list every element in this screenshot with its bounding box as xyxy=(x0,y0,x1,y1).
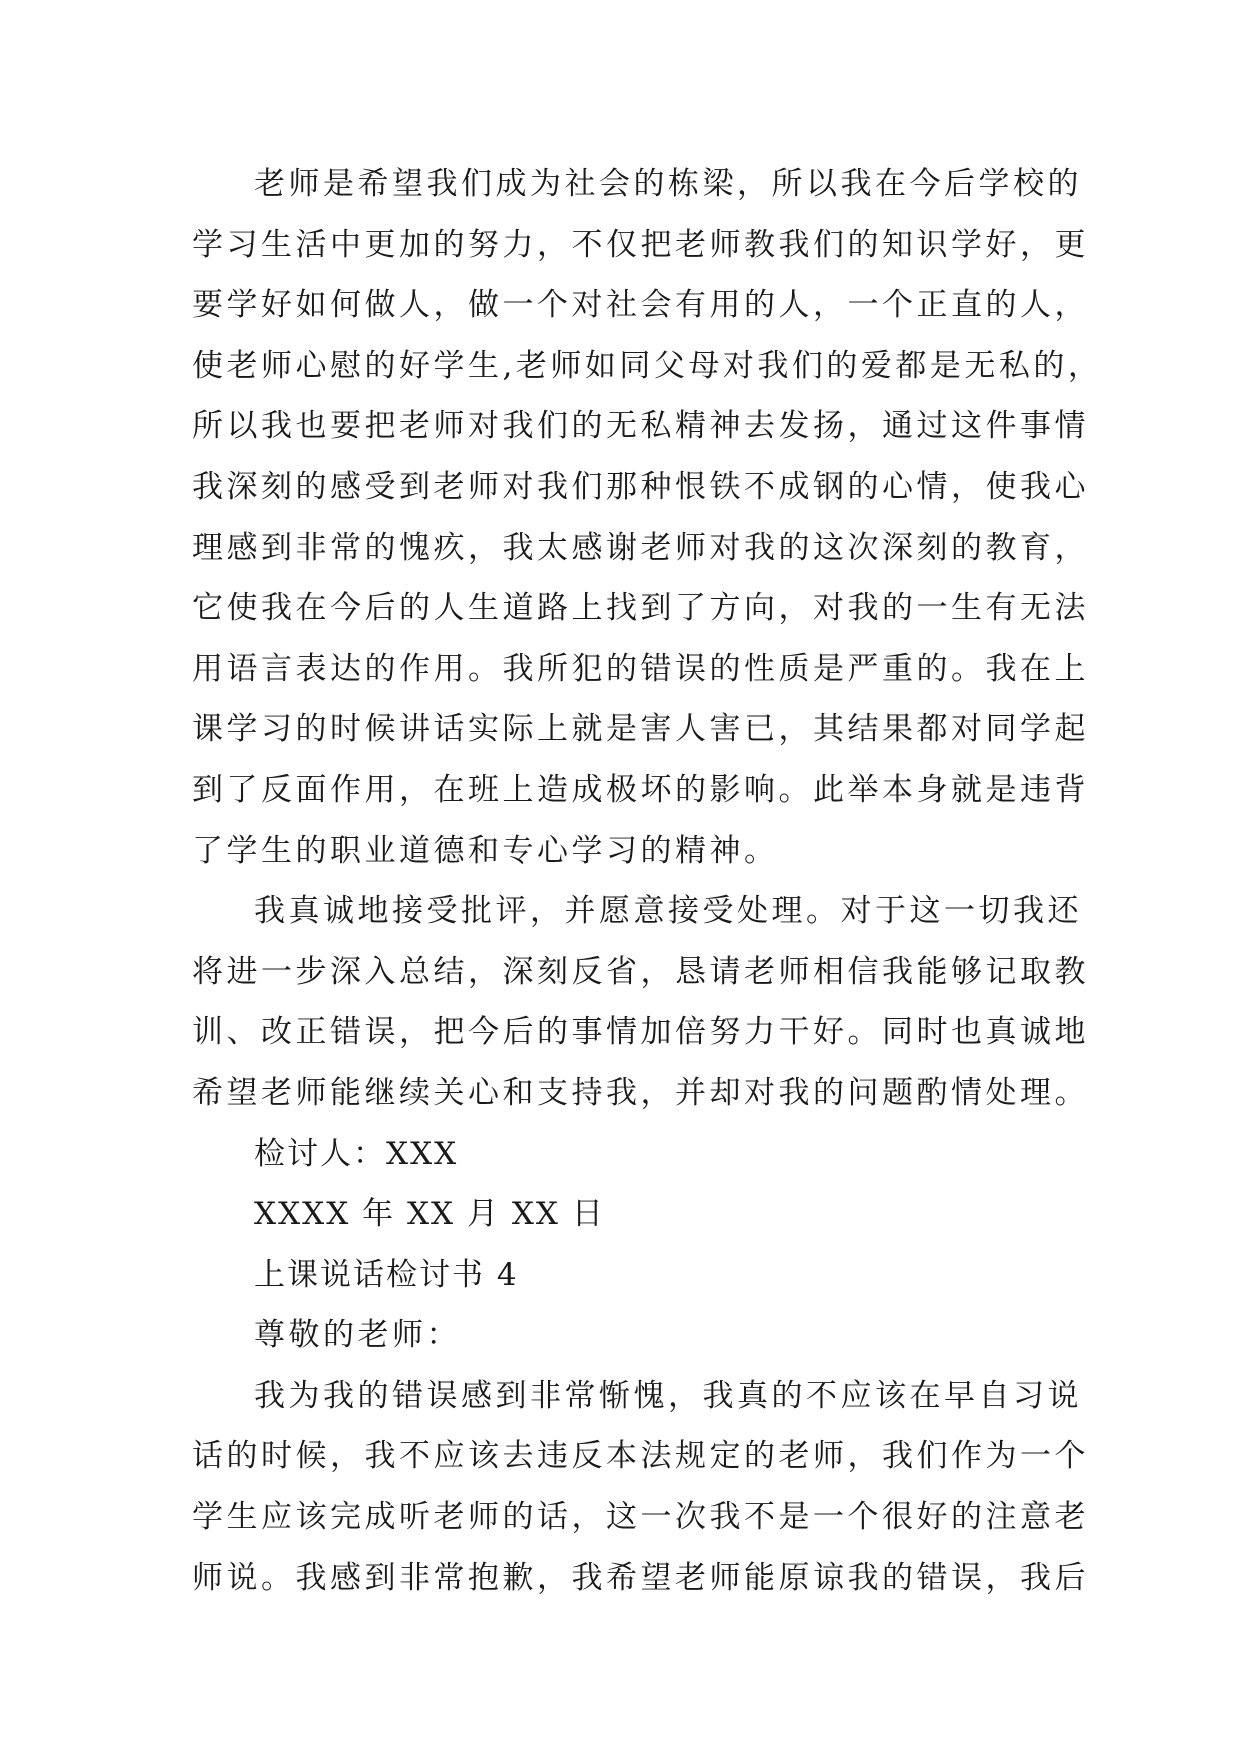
paragraph-line: 将进一步深入总结，深刻反省，恳请老师相信我能够记取教 xyxy=(192,953,1089,990)
paragraph-line: 它使我在今后的人生道路上找到了方向，对我的一生有无法 xyxy=(192,590,1089,627)
signature-name: 检讨人：XXX xyxy=(254,1135,459,1172)
salutation: 尊敬的老师： xyxy=(254,1317,461,1354)
paragraph-line: 用语言表达的作用。我所犯的错误的性质是严重的。我在上 xyxy=(192,650,1089,687)
document-body xyxy=(192,154,1103,1608)
paragraph-line: 要学好如何做人，做一个对社会有用的人，一个正直的人， xyxy=(192,287,1089,324)
paragraph-line: 到了反面作用，在班上造成极坏的影响。此举本身就是违背 xyxy=(192,771,1089,808)
paragraph-line: 所以我也要把老师对我们的无私精神去发扬，通过这件事情 xyxy=(192,408,1089,445)
paragraph-line: 师说。我感到非常抱歉，我希望老师能原谅我的错误，我后 xyxy=(192,1559,1089,1596)
paragraph-line: 希望老师能继续关心和支持我，并却对我的问题酌情处理。 xyxy=(192,1074,1089,1111)
paragraph-line: 课学习的时候讲话实际上就是害人害已，其结果都对同学起 xyxy=(192,711,1089,748)
section-heading: 上课说话检讨书 4 xyxy=(254,1256,519,1293)
signature-date: XXXX 年 XX 月 XX 日 xyxy=(254,1196,605,1233)
paragraph-line: 学生应该完成听老师的话，这一次我不是一个很好的注意老 xyxy=(192,1499,1089,1536)
paragraph-line: 学习生活中更加的努力，不仅把老师教我们的知识学好，更 xyxy=(192,226,1089,263)
paragraph-line: 了学生的职业道德和专心学习的精神。 xyxy=(192,832,779,869)
paragraph-line: 我深刻的感受到老师对我们那种恨铁不成钢的心情，使我心 xyxy=(192,468,1089,505)
paragraph-line: 话的时候，我不应该去违反本法规定的老师，我们作为一个 xyxy=(192,1438,1089,1475)
paragraph-line: 理感到非常的愧疚，我太感谢老师对我的这次深刻的教育， xyxy=(192,529,1089,566)
paragraph-line: 老师是希望我们成为社会的栋梁，所以我在今后学校的 xyxy=(254,166,1082,202)
paragraph-line: 我为我的错误感到非常惭愧，我真的不应该在早自习说 xyxy=(254,1377,1082,1414)
paragraph-line: 使老师心慰的好学生,老师如同父母对我们的爱都是无私的， xyxy=(192,347,1103,384)
paragraph-line: 训、改正错误，把今后的事情加倍努力干好。同时也真诚地 xyxy=(192,1014,1089,1051)
paragraph-line: 我真诚地接受批评，并愿意接受处理。对于这一切我还 xyxy=(254,893,1082,930)
